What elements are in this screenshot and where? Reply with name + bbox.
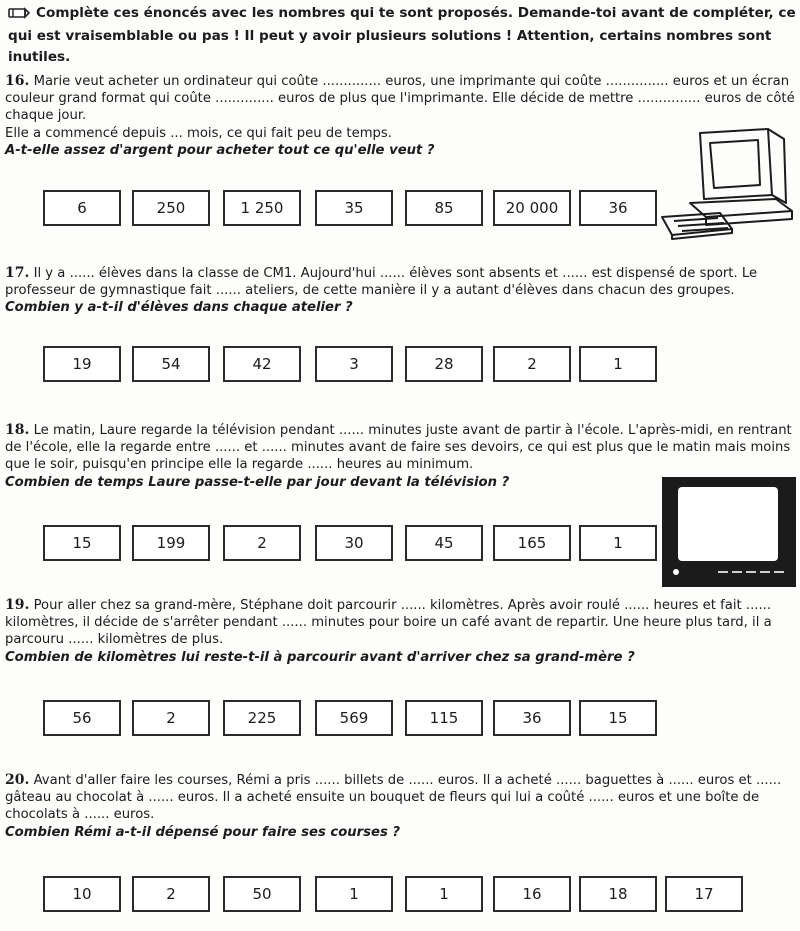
number-option[interactable]: 1 <box>579 525 657 561</box>
number-option[interactable]: 54 <box>132 346 210 382</box>
number-option[interactable]: 1 <box>579 346 657 382</box>
problem-16 <box>5 73 795 159</box>
number-option[interactable]: 15 <box>43 525 121 561</box>
number-option[interactable]: 17 <box>665 876 743 912</box>
problem-text: Il y a ...... élèves dans la classe de CM1. Aujourd'hui ...... élèves sont absents et ...... est dispensé de sport. Le professeur de gymnastique fait ...... ateliers, de cette manière il y a autant d'élèves dans chacun des groupes. <box>5 266 758 299</box>
problem-question: Combien y a-t-il d'élèves dans chaque atelier ? <box>5 300 353 316</box>
number-option[interactable]: 250 <box>132 190 210 226</box>
number-option[interactable]: 2 <box>493 346 571 382</box>
problem-20 <box>5 772 795 841</box>
number-option[interactable]: 50 <box>223 876 301 912</box>
problem-question: A-t-elle assez d'argent pour acheter tout ce qu'elle veut ? <box>5 142 435 158</box>
problem-text-extra: Elle a commencé depuis ... mois, ce qui fait peu de temps. <box>5 125 392 141</box>
number-option[interactable]: 2 <box>132 876 210 912</box>
problem-number: 19. <box>5 597 30 613</box>
number-option[interactable]: 225 <box>223 700 301 736</box>
instructions-text: Complète ces énoncés avec les nombres qui te sont proposés. Demande-toi avant de compléter, ce qui est vraisemblable ou pas ! Il peut y avoir plusieurs solutions ! Attention, certains nombres sont inutiles. <box>8 5 796 65</box>
number-option[interactable]: 2 <box>132 700 210 736</box>
number-option[interactable]: 35 <box>315 190 393 226</box>
number-option[interactable]: 2 <box>223 525 301 561</box>
number-option[interactable]: 3 <box>315 346 393 382</box>
number-option[interactable]: 36 <box>579 190 657 226</box>
number-option[interactable]: 1 <box>405 876 483 912</box>
number-option[interactable]: 15 <box>579 700 657 736</box>
instructions <box>8 3 796 68</box>
number-option[interactable]: 30 <box>315 525 393 561</box>
number-option[interactable]: 10 <box>43 876 121 912</box>
problem-number: 16. <box>5 73 30 89</box>
problem-text: Marie veut acheter un ordinateur qui coûte .............. euros, une imprimante qui coûte ............... euros et un écran couleur grand format qui coûte .............. euros de plus que l'imprimante. Elle décide de mettre ............... euros de côté chaque jour. <box>5 74 795 124</box>
number-option[interactable]: 199 <box>132 525 210 561</box>
number-option[interactable]: 19 <box>43 346 121 382</box>
problem-question: Combien de temps Laure passe-t-elle par jour devant la télévision ? <box>5 474 510 490</box>
number-option[interactable]: 115 <box>405 700 483 736</box>
number-option[interactable]: 45 <box>405 525 483 561</box>
number-option[interactable]: 569 <box>315 700 393 736</box>
problem-17 <box>5 265 795 317</box>
problem-text: Le matin, Laure regarde la télévision pendant ...... minutes juste avant de partir à l'école. L'après-midi, en rentrant de l'école, elle la regarde entre ...... et ...... minutes avant de faire ses devoirs, ce qui est plus que le matin mais moins que le soir, puisqu'en principe elle la regarde ...... heures au minimum. <box>5 423 792 473</box>
number-option[interactable]: 85 <box>405 190 483 226</box>
number-option[interactable]: 56 <box>43 700 121 736</box>
problem-number: 17. <box>5 265 30 281</box>
problem-number: 20. <box>5 772 30 788</box>
number-option[interactable]: 1 <box>315 876 393 912</box>
problem-question: Combien de kilomètres lui reste-t-il à parcourir avant d'arriver chez sa grand-mère ? <box>5 649 635 665</box>
television-illustration <box>662 477 796 591</box>
number-option[interactable]: 6 <box>43 190 121 226</box>
computer-illustration <box>660 125 794 247</box>
problem-text: Pour aller chez sa grand-mère, Stéphane doit parcourir ...... kilomètres. Après avoir roulé ...... heures et fait ...... kilomètres, il décide de s'arrêter pendant ...... minutes pour boire un café avant de repartir. Une heure plus tard, il a parcouru ...... kilomètres de plus. <box>5 598 772 648</box>
number-option[interactable]: 165 <box>493 525 571 561</box>
problem-question: Combien Rémi a-t-il dépensé pour faire ses courses ? <box>5 824 401 840</box>
number-option[interactable]: 36 <box>493 700 571 736</box>
number-option[interactable]: 42 <box>223 346 301 382</box>
pencil-icon <box>8 5 30 26</box>
problem-number: 18. <box>5 422 30 438</box>
number-option[interactable]: 16 <box>493 876 571 912</box>
number-option[interactable]: 1 250 <box>223 190 301 226</box>
problem-19 <box>5 597 795 666</box>
number-option[interactable]: 20 000 <box>493 190 571 226</box>
number-option[interactable]: 28 <box>405 346 483 382</box>
problem-text: Avant d'aller faire les courses, Rémi a pris ...... billets de ...... euros. Il a acheté ...... baguettes à ...... euros et ...... gâteau au chocolat à ...... euros. Il a acheté ensuite un bouquet de fleurs qui lui a coûté ...... euros et une boîte de chocolats à ...... euros. <box>5 773 782 823</box>
number-option[interactable]: 18 <box>579 876 657 912</box>
